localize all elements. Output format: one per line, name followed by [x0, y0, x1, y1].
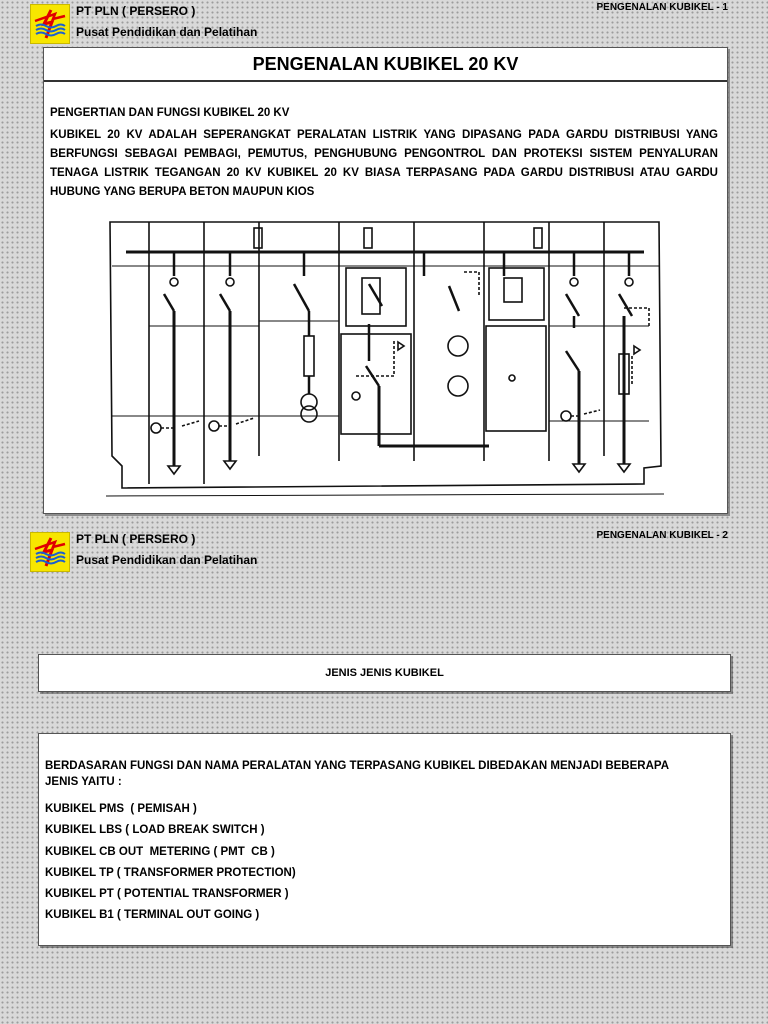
- title-panel: [38, 654, 731, 692]
- unit-name: Pusat Pendidikan dan Pelatihan: [76, 553, 258, 567]
- content-panel: [38, 733, 731, 946]
- pln-logo-icon: [30, 4, 70, 44]
- unit-name: Pusat Pendidikan dan Pelatihan: [76, 25, 258, 39]
- slide-title: PENGENALAN KUBIKEL 20 KV: [44, 48, 727, 82]
- org-name: PT PLN ( PERSERO ): [76, 532, 196, 546]
- slide-2: [0, 528, 768, 1024]
- list-item: KUBIKEL PT ( POTENTIAL TRANSFORMER ): [45, 888, 289, 901]
- org-name: PT PLN ( PERSERO ): [76, 4, 196, 18]
- slide-title: JENIS JENIS KUBIKEL: [325, 667, 444, 679]
- list-item: KUBIKEL LBS ( LOAD BREAK SWITCH ): [45, 824, 265, 837]
- list-item: KUBIKEL CB OUT METERING ( PMT CB ): [45, 845, 275, 858]
- cubicle-type-list: [45, 799, 296, 927]
- list-item: KUBIKEL PMS ( PEMISAH ): [45, 803, 197, 815]
- section-heading: PENGERTIAN DAN FUNGSI KUBIKEL 20 KV: [50, 107, 290, 119]
- pln-logo-icon: [30, 532, 70, 572]
- definition-paragraph: KUBIKEL 20 KV ADALAH SEPERANGKAT PERALATAN LISTRIK YANG DIPASANG PADA GARDU DISTRIBUSI YANG BERFUNGSI SEBAGAI PEMBAGI, PEMUTUS, PENGHUBUNG PENGONTROL DAN PROTEKSI SISTEM PENYALURAN TENAGA LISTRIK TEGANGAN 20 KV KUBIKEL 20 KV BIASA TERPASANG PADA GARDU DISTRIBUSI ATAU GARDU HUBUNG YANG BERUPA BETON MAUPUN KIOS: [50, 129, 718, 198]
- list-item: KUBIKEL B1 ( TERMINAL OUT GOING ): [45, 909, 260, 922]
- page-label: PENGENALAN KUBIKEL - 1: [596, 2, 728, 13]
- content-panel: [43, 47, 728, 514]
- page-label: PENGENALAN KUBIKEL - 2: [596, 530, 728, 541]
- intro-text: BERDASARAN FUNGSI DAN NAMA PERALATAN YANG TERPASANG KUBIKEL DIBEDAKAN MENJADI BEBERAPA JENIS YAITU :: [45, 760, 669, 788]
- switchgear-cubicle-diagram-icon: [104, 216, 664, 506]
- list-item: KUBIKEL TP ( TRANSFORMER PROTECTION): [45, 866, 296, 879]
